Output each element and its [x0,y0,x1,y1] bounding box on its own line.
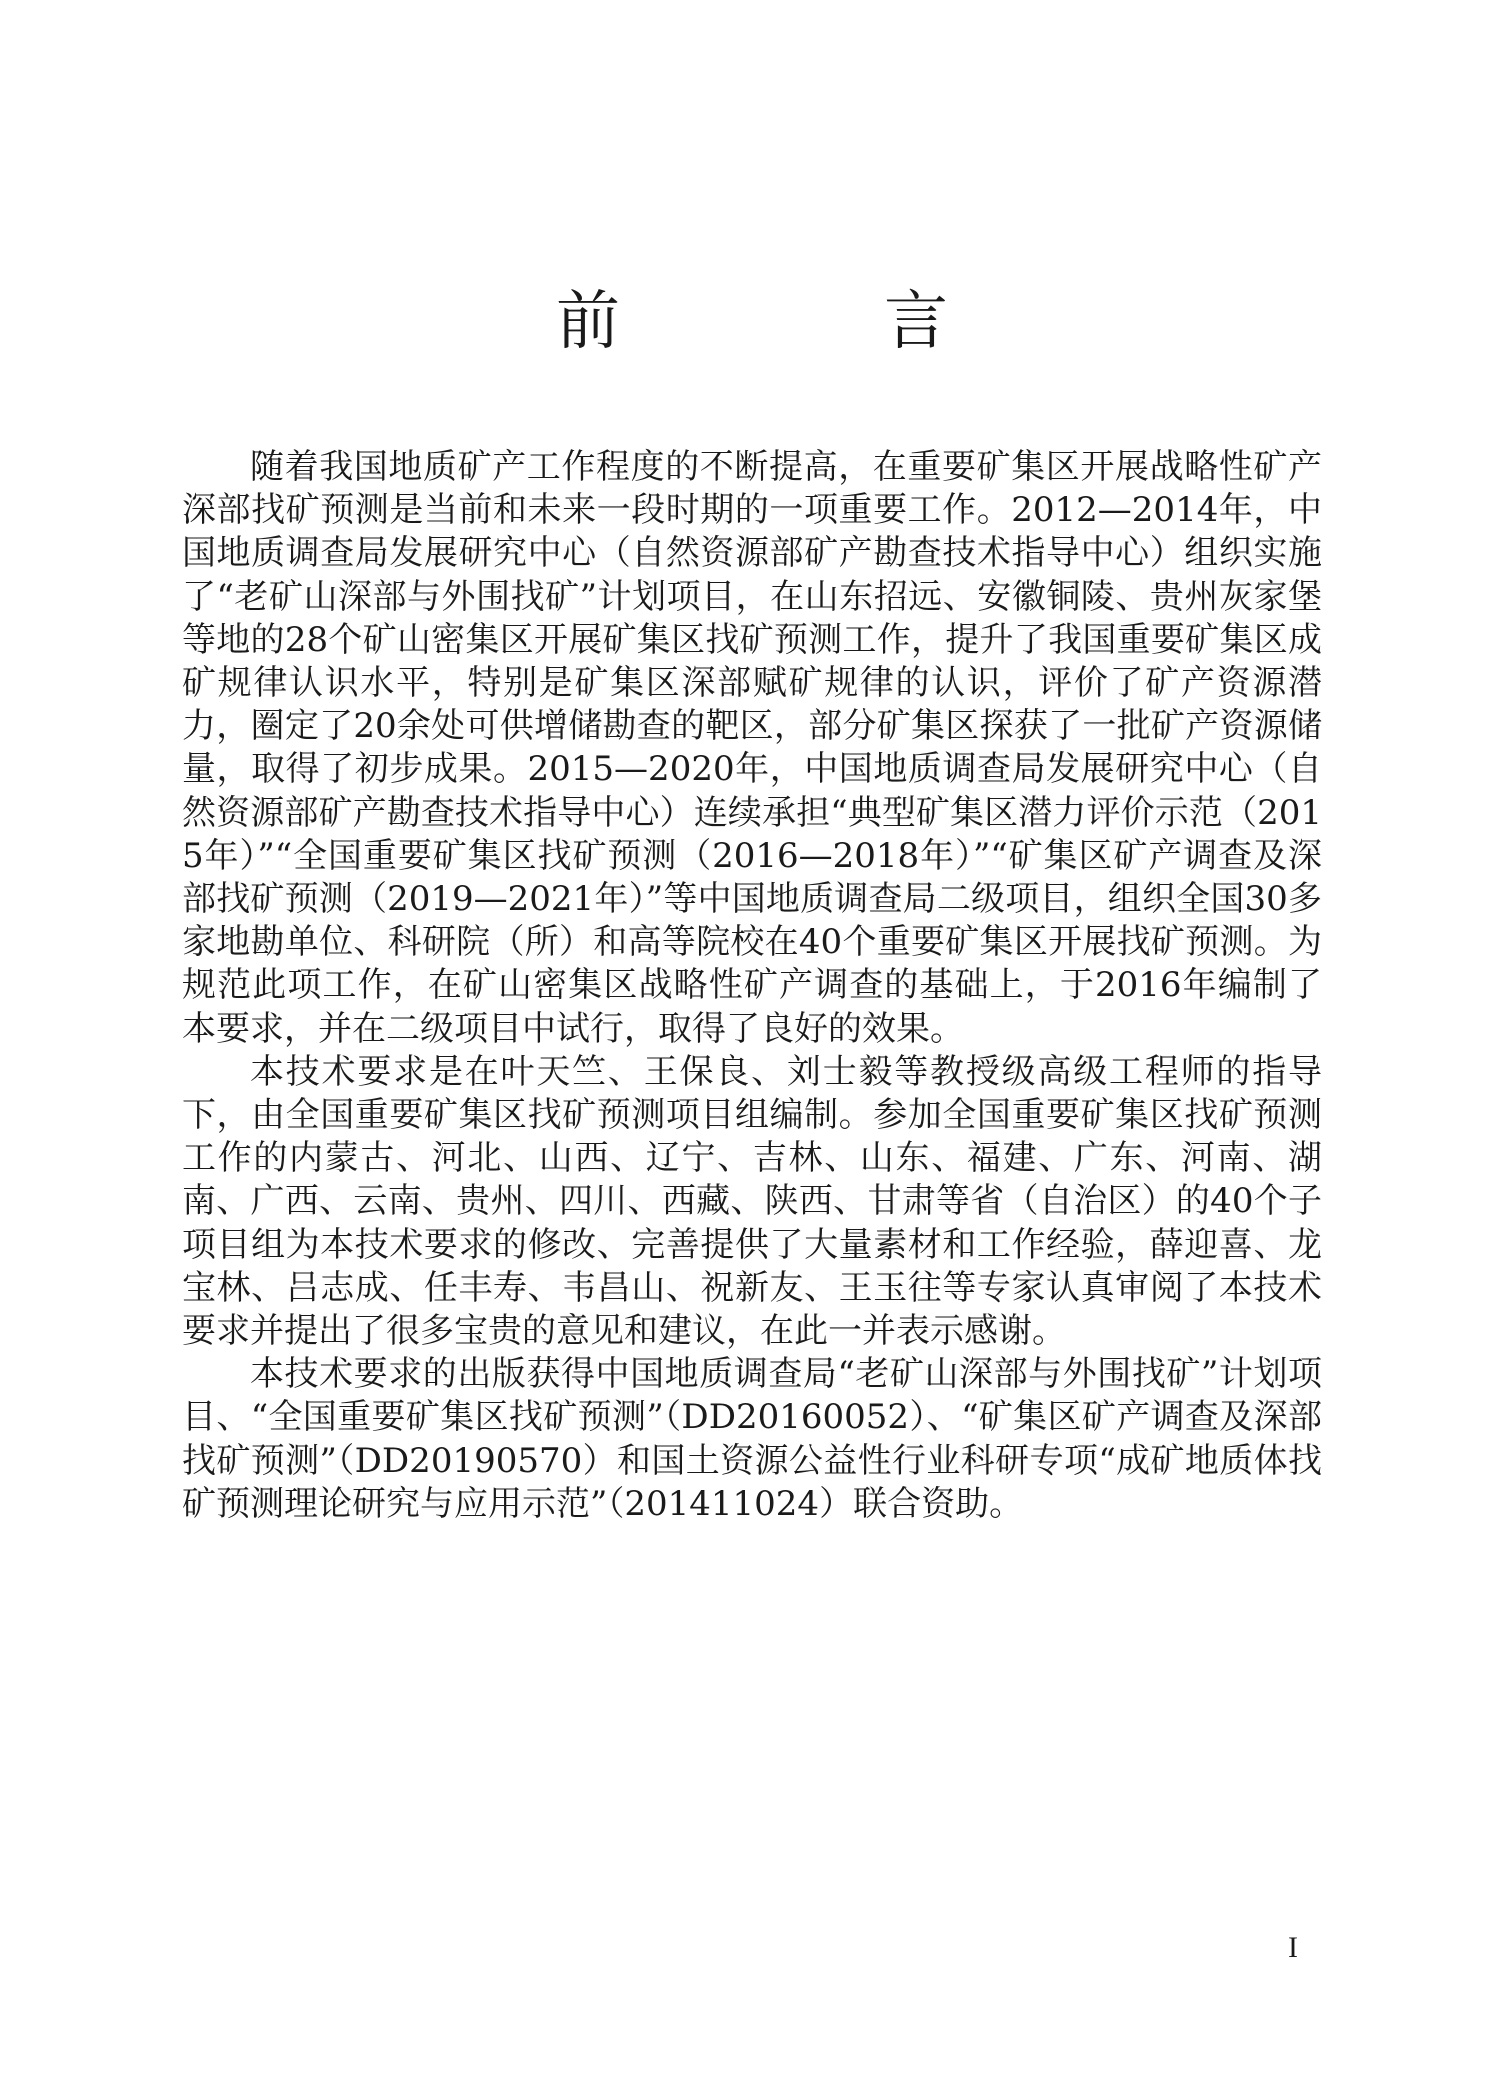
body-text [182,446,1322,1526]
paragraph-1: 随着我国地质矿产工作程度的不断提高，在重要矿集区开展战略性矿产深部找矿预测是当前和未来一段时期的一项重要工作。2012—2014年，中国地质调查局发展研究中心（自然资源部矿产勘查技术指导中心）组织实施了“老矿山深部与外围找矿”计划项目，在山东招远、安徽铜陵、贵州灰家堡等地的28个矿山密集区开展矿集区找矿预测工作，提升了我国重要矿集区成矿规律认识水平，特别是矿集区深部赋矿规律的认识，评价了矿产资源潜力，圈定了20余处可供增储勘查的靶区，部分矿集区探获了一批矿产资源储量，取得了初步成果。2015—2020年，中国地质调查局发展研究中心（自然资源部矿产勘查技术指导中心）连续承担“典型矿集区潜力评价示范（2015年）”“全国重要矿集区找矿预测（2016—2018年）”“矿集区矿产调查及深部找矿预测（2019—2021年）”等中国地质调查局二级项目，组织全国30多家地勘单位、科研院（所）和高等院校在40个重要矿集区开展找矿预测。为规范此项工作，在矿山密集区战略性矿产调查的基础上，于2016年编制了本要求，并在二级项目中试行，取得了良好的效果。 [182,447,1322,1049]
page-title: 前 言 [556,285,1048,359]
page-number: I [1288,1931,1298,1964]
paragraph-3: 本技术要求的出版获得中国地质调查局“老矿山深部与外围找矿”计划项目、“全国重要矿集区找矿预测”（DD20160052）、“矿集区矿产调查及深部找矿预测”（DD20190570）和国土资源公益性行业科研专项“成矿地质体找矿预测理论研究与应用示范”（201411024）联合资助。 [182,1354,1322,1524]
paragraph-2: 本技术要求是在叶天竺、王保良、刘士毅等教授级高级工程师的指导下，由全国重要矿集区找矿预测项目组编制。参加全国重要矿集区找矿预测工作的内蒙古、河北、山西、辽宁、吉林、山东、福建、广东、河南、湖南、广西、云南、贵州、四川、西藏、陕西、甘肃等省（自治区）的40个子项目组为本技术要求的修改、完善提供了大量素材和工作经验，薛迎喜、龙宝林、吕志成、任丰寿、韦昌山、祝新友、王玉往等专家认真审阅了本技术要求并提出了很多宝贵的意见和建议，在此一并表示感谢。 [182,1051,1322,1352]
